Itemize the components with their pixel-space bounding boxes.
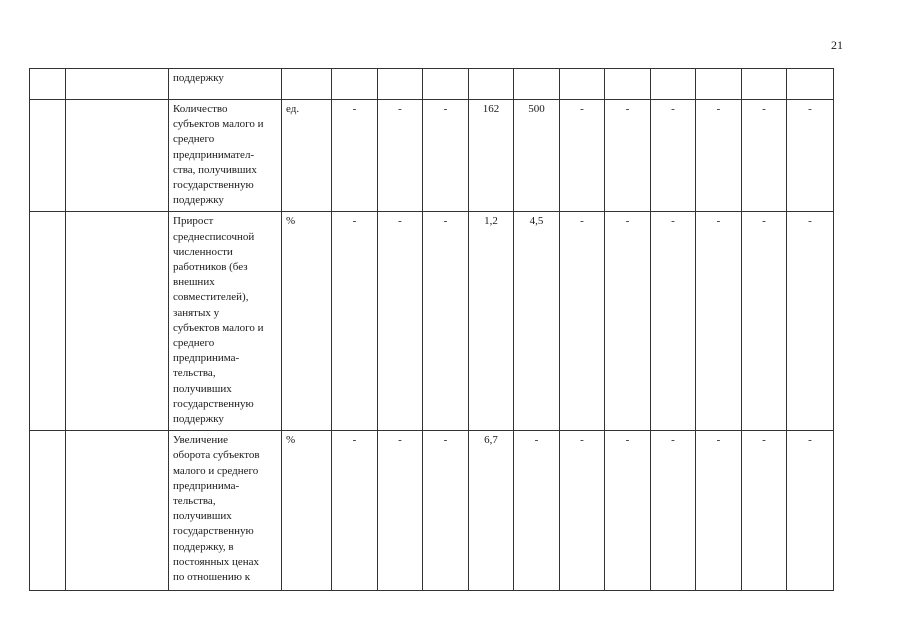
value-cell: [651, 69, 696, 100]
indicator-name-cell: [169, 212, 282, 431]
indicator-name-line: тельства,: [173, 367, 216, 380]
value-cell: 162: [469, 100, 514, 212]
indicator-name-line: предпринимател-: [173, 148, 255, 161]
indicator-name-line: поддержку: [173, 194, 224, 207]
unit-cell: ед.: [282, 100, 332, 212]
value-cell: [469, 69, 514, 100]
indicator-name-line: занятых у: [173, 306, 220, 319]
value-cell: -: [514, 431, 560, 591]
indicator-name-line: численности: [173, 245, 233, 258]
table-row: [30, 431, 834, 591]
value-cell: -: [605, 100, 651, 212]
indicator-name-line: совместителей),: [173, 291, 249, 304]
indicator-name-line: среднего: [173, 133, 215, 146]
indicator-name-line: государственную: [173, 525, 254, 538]
indicator-name-line: внешних: [173, 276, 215, 289]
value-cell: -: [423, 431, 469, 591]
value-cell: [605, 69, 651, 100]
value-cell: -: [560, 100, 605, 212]
value-cell: -: [742, 212, 787, 431]
indicator-name-cell: [169, 69, 282, 100]
value-cell: -: [423, 212, 469, 431]
value-cell: -: [651, 100, 696, 212]
indicator-name-line: субъектов малого и: [173, 118, 264, 131]
indicator-name-line: Прирост: [173, 215, 214, 228]
indicator-name-line: государственную: [173, 397, 254, 410]
value-cell: -: [787, 212, 834, 431]
indicator-name-line: тельства,: [173, 495, 216, 508]
value-cell: 6,7: [469, 431, 514, 591]
value-cell: -: [605, 431, 651, 591]
table-body: [30, 69, 834, 591]
indicator-name-cell: [169, 431, 282, 591]
indicator-name-line: Увеличение: [173, 434, 229, 447]
value-cell: [787, 69, 834, 100]
unit-cell: [282, 69, 332, 100]
value-cell: 1,2: [469, 212, 514, 431]
number-cell: [30, 212, 66, 431]
indicator-name-line: работников (без: [173, 261, 248, 274]
indicator-name-line: по отношению к: [173, 571, 251, 584]
number-cell: [30, 100, 66, 212]
value-cell: -: [605, 212, 651, 431]
value-cell: [696, 69, 742, 100]
value-cell: 4,5: [514, 212, 560, 431]
indicator-name-line: малого и среднего: [173, 464, 259, 477]
indicator-name-line: среднего: [173, 337, 215, 350]
program-cell: [66, 100, 169, 212]
indicator-name-line: получивших: [173, 510, 232, 523]
value-cell: [378, 69, 423, 100]
indicator-name-line: среднесписочной: [173, 230, 255, 243]
value-cell: -: [742, 100, 787, 212]
page-number: 21: [831, 38, 843, 52]
value-cell: -: [696, 212, 742, 431]
number-cell: [30, 69, 66, 100]
value-cell: -: [651, 431, 696, 591]
number-cell: [30, 431, 66, 591]
indicator-name-line: государственную: [173, 179, 254, 192]
value-cell: -: [332, 212, 378, 431]
indicator-name-line: поддержку: [173, 413, 224, 426]
value-cell: -: [378, 100, 423, 212]
unit-cell: %: [282, 212, 332, 431]
indicator-name-line: предпринима-: [173, 479, 240, 492]
indicator-name-line: предпринима-: [173, 352, 240, 365]
value-cell: -: [332, 431, 378, 591]
indicator-name-line: поддержку, в: [173, 540, 234, 553]
table-row: [30, 212, 834, 431]
program-cell: [66, 69, 169, 100]
value-cell: [423, 69, 469, 100]
indicator-name-line: поддержку: [173, 72, 224, 84]
value-cell: -: [560, 431, 605, 591]
value-cell: -: [651, 212, 696, 431]
unit-cell: %: [282, 431, 332, 591]
value-cell: -: [560, 212, 605, 431]
value-cell: [514, 69, 560, 100]
value-cell: -: [332, 100, 378, 212]
value-cell: [332, 69, 378, 100]
value-cell: -: [378, 431, 423, 591]
indicator-name-line: ства, получивших: [173, 163, 257, 176]
indicator-name-line: постоянных ценах: [173, 555, 260, 568]
value-cell: -: [696, 100, 742, 212]
indicator-name-line: Количество: [173, 103, 228, 115]
indicator-name-line: оборота субъектов: [173, 449, 260, 462]
indicator-name-line: получивших: [173, 382, 232, 395]
indicator-name-line: субъектов малого и: [173, 321, 264, 334]
value-cell: -: [378, 212, 423, 431]
value-cell: 500: [514, 100, 560, 212]
value-cell: [742, 69, 787, 100]
value-cell: -: [696, 431, 742, 591]
value-cell: -: [423, 100, 469, 212]
table-row: [30, 69, 834, 100]
value-cell: -: [787, 100, 834, 212]
indicators-table: [29, 68, 834, 591]
value-cell: [560, 69, 605, 100]
value-cell: -: [787, 431, 834, 591]
table-row: [30, 100, 834, 212]
indicator-name-cell: [169, 100, 282, 212]
program-cell: [66, 431, 169, 591]
program-cell: [66, 212, 169, 431]
value-cell: -: [742, 431, 787, 591]
